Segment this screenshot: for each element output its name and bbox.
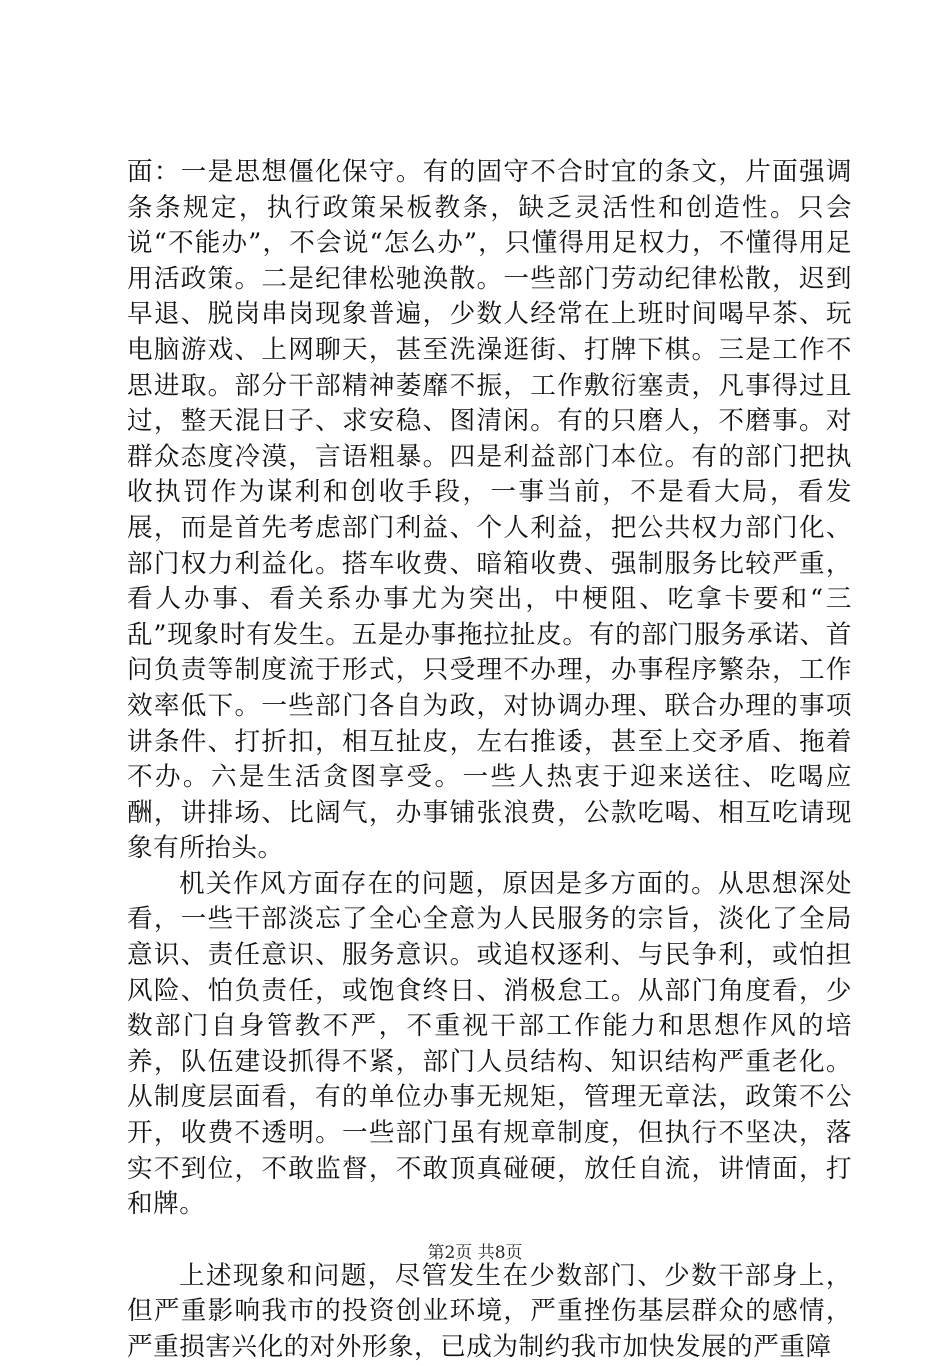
page-number-footer: 第2页 共8页 (427, 1243, 523, 1263)
paragraph-continued: 面：一是思想僵化保守。有的固守不合时宜的条文，片面强调条条规定，执行政策呆板教条，缺乏灵活性和创造性。只会说“不能办”，不会说“怎么办”，只懂得用足权力，不懂得用足用活政策。二是纪律松驰涣散。一些部门劳动纪律松散，迟到早退、脱岗串岗现象普遍，少数人经常在上班时间喝早茶、玩电脑游戏、上网聊天，甚至洗澡逛街、打牌下棋。三是工作不思进取。部分干部精神萎靡不振，工作敷衍塞责，凡事得过且过，整天混日子、求安稳、图清闲。有的只磨人，不磨事。对群众态度冷漠，言语粗暴。四是利益部门本位。有的部门把执收执罚作为谋利和创收手段，一事当前，不是看大局，看发展，而是首先考虑部门利益、个人利益，把公共权力部门化、部门权力利益化。搭车收费、暗箱收费、强制服务比较严重，看人办事、看关系办事尤为突出，中梗阻、吃拿卡要和“三乱”现象时有发生。五是办事拖拉扯皮。有的部门服务承诺、首问负责等制度流于形式，只受理不办理，办事程序繁杂，工作效率低下。一些部门各自为政，对协调办理、联合办理的事项讲条件、打折扣，相互扯皮，左右推诿，甚至上交矛盾、拖着不办。六是生活贪图享受。一些人热衷于迎来送往、吃喝应酬，讲排场、比阔气，办事铺张浪费，公款吃喝、相互吃请现象有所抬头。 (127, 157, 852, 864)
paragraph-causes: 机关作风方面存在的问题，原因是多方面的。从思想深处看，一些干部淡忘了全心全意为人民服务的宗旨，淡化了全局意识、责任意识、服务意识。或追权逐利、与民争利，或怕担风险、怕负责任，或饱食终日、消极怠工。从部门角度看，少数部门自身管教不严，不重视干部工作能力和思想作风的培养，队伍建设抓得不紧，部门人员结构、知识结构严重老化。从制度层面看，有的单位办事无规矩，管理无章法，政策不公开，收费不透明。一些部门虽有规章制度，但执行不坚决，落实不到位，不敢监督，不敢顶真碰硬，放任自流，讲情面，打和牌。 (127, 868, 852, 1220)
document-body (127, 155, 852, 1366)
paragraph-impact: 上述现象和问题，尽管发生在少数部门、少数干部身上，但严重影响我市的投资创业环境，严重挫伤基层群众的感情，严重损害兴化的对外形象，已成为制约我市加快发展的严重障 (127, 1260, 852, 1362)
